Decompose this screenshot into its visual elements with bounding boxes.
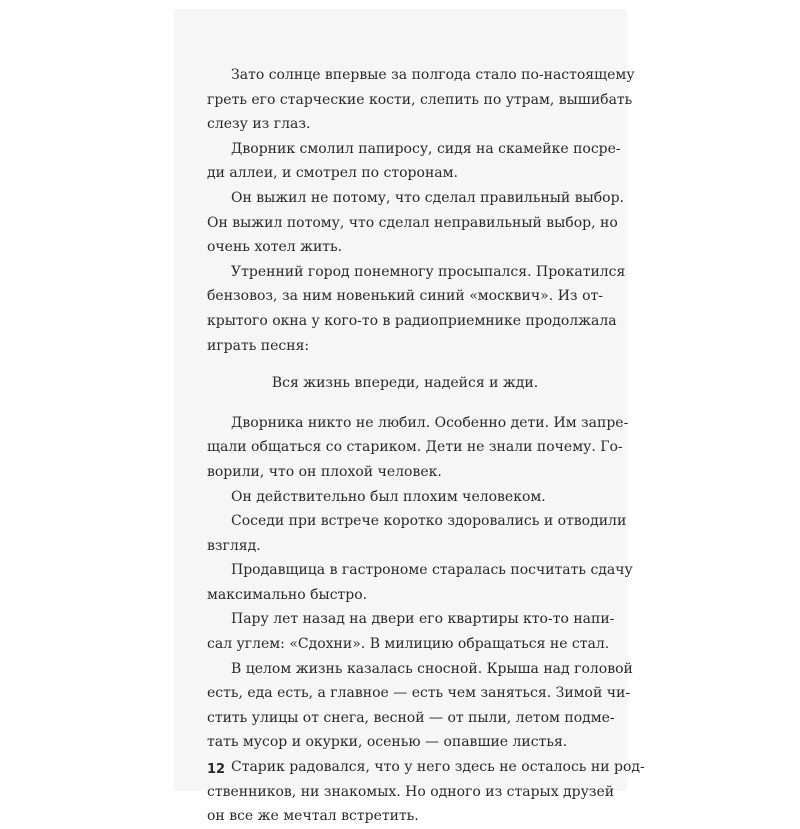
text-line: щали общаться со стариком. Дети не знали почему. Го- [207, 439, 623, 456]
book-page [175, 10, 645, 825]
text-line: Соседи при встрече коротко здоровались и отводили [231, 513, 627, 530]
text-line: максимально быстро. [207, 586, 368, 603]
text-line: есть, еда есть, а главное — есть чем заняться. Зимой чи- [207, 685, 631, 702]
text-line: играть песня: [207, 337, 310, 354]
text-line: слезу из глаз. [207, 116, 311, 133]
paragraph [207, 607, 615, 656]
paragraph [207, 411, 629, 485]
page-number: 12 [207, 762, 226, 777]
text-line: стить улицы от снега, весной — от пыли, летом подме- [207, 709, 615, 726]
text-line: ди аллеи, и смотрел по сторонам. [207, 165, 458, 182]
text-line: очень хотел жить. [207, 239, 343, 256]
paragraph [207, 137, 621, 186]
text-line: ворили, что он плохой человек. [207, 463, 442, 480]
text-line: Он выжил не потому, что сделал правильный выбор. [231, 189, 624, 206]
text-line: Дворник смолил папиросу, сидя на скамейке посре- [231, 140, 621, 157]
paragraph [207, 63, 635, 137]
text-line: Старик радовался, что у него здесь не осталось ни род- [231, 759, 645, 776]
text-line: Зато солнце впервые за полгода стало по-настоящему [231, 67, 635, 83]
text-line: В целом жизнь казалась сносной. Крыша над головой [231, 660, 633, 677]
text-line: греть его старческие кости, слепить по утрам, вышибать [207, 91, 633, 108]
text-line: Утренний город понемногу просыпался. Прокатился [231, 263, 626, 280]
text-line: Пару лет назад на двери его квартиры кто-то напи- [231, 611, 615, 628]
text-line: Он действительно был плохим человеком. [231, 488, 546, 505]
body-text [207, 63, 645, 829]
text-line: взгляд. [207, 537, 261, 554]
text-line: Дворника никто не любил. Особенно дети. Им запре- [231, 414, 629, 431]
text-line: Продавщица в гастрономе старалась посчитать сдачу [231, 562, 633, 579]
text-line: тать мусор и окурки, осенью — опавшие листья. [207, 734, 568, 751]
paragraph [207, 509, 627, 558]
song-lyric: Вся жизнь впереди, надейся и жди. [271, 375, 539, 392]
text-line: крытого окна у кого-то в радиоприемнике продолжала [207, 312, 617, 329]
paragraph [207, 260, 626, 358]
paragraph [207, 558, 633, 607]
paragraph [207, 657, 633, 755]
paragraph [207, 485, 603, 510]
paragraph [207, 755, 645, 829]
text-line: Он выжил потому, что сделал неправильный выбор, но [207, 214, 618, 231]
paragraph [207, 186, 624, 260]
text-line: ственников, ни знакомых. Но одного из старых друзей [207, 783, 615, 800]
text-line: сал углем: «Сдохни». В милицию обращаться не стал. [207, 636, 610, 653]
text-line: бензовоз, за ним новенький синий «москвич». Из от- [207, 288, 603, 305]
text-line: он все же мечтал встретить. [207, 808, 419, 825]
